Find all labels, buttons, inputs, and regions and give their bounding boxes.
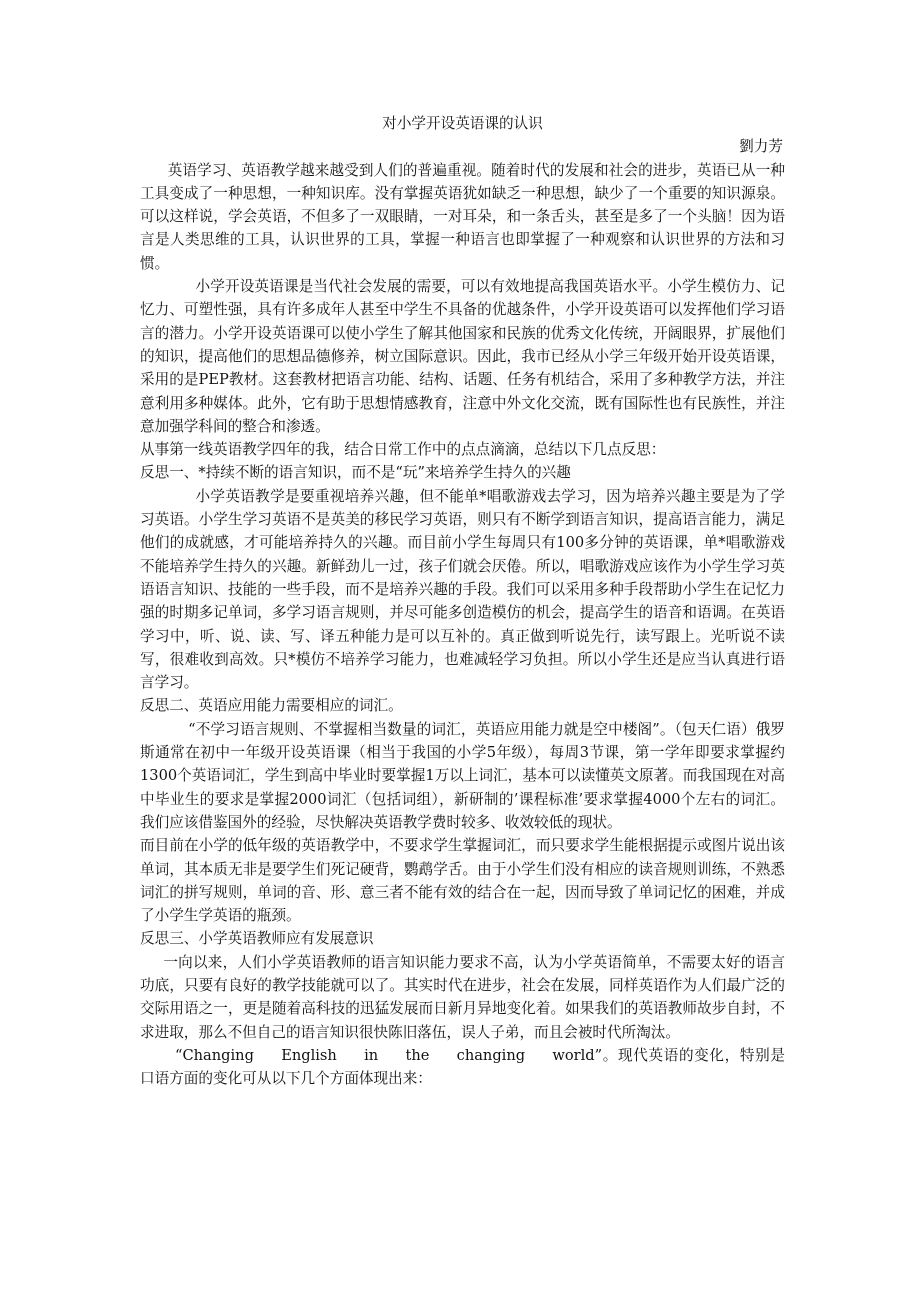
paragraph-changing-english: “Changing English in the changing world”。现代英语的变化，特别是口语方面的变化可从以下几个方面体现出来：: [140, 1046, 785, 1088]
paragraph-why-english: 小学开设英语课是当代社会发展的需要，可以有效地提高我国英语水平。小学生模仿力、记忆力、可塑性强，具有许多成年人甚至中学生不具备的优越条件，小学开设英语可以发挥他们学习语言的潜力。小学开设英语课可以使小学生了解其他国家和民族的优秀文化传统，开阔眼界，扩展他们的知识，提高他们的思想品德修养，树立国际意识。因此，我市已经从小学三年级开始开设英语课，采用的是PEP教材。这套教材把语言功能、结构、话题、任务有机结合，采用了多种教学方法，并注意利用多种媒体。此外，它有助于思想情感教育，注意中外文化交流，既有国际性也有民族性，并注意加强学科间的整合和渗透。: [140, 278, 785, 435]
paragraph-reflection-2-quote: “不学习语言规则、不掌握相当数量的词汇，英语应用能力就是空中楼阁”。（包天仁语）俄罗斯通常在初中一年级开设英语课（相当于我国的小学5年级），每周3节课，第一学年即要求掌握约1300个英语词汇，学生到高中毕业时要掌握1万以上词汇，基本可以读懂英文原著。而我国现在对高中毕业生的要求是掌握2000词汇（包括词组），新研制的’课程标准’要求掌握4000个左右的词汇。我们应该借鉴国外的经验，尽快解决英语教学费时较多、收效较低的现状。: [140, 720, 785, 831]
paragraph-reflection-2-body: 而目前在小学的低年级的英语教学中，不要求学生掌握词汇，而只要求学生能根据提示或图片说出该单词，其本质无非是要学生们死记硬背，鹦鹉学舌。由于小学生们没有相应的读音规则训练，不熟悉词汇的拼写规则，单词的音、形、意三者不能有效的结合在一起，因而导致了单词记忆的困难，并成了小学生学英语的瓶颈。: [140, 837, 785, 925]
paragraph-reflection-3: 一向以来，人们小学英语教师的语言知识能力要求不高，认为小学英语简单，不需要太好的语言功底，只要有良好的教学技能就可以了。其实时代在进步，社会在发展，同样英语作为人们最广泛的交际用语之一，更是随着高科技的迅猛发展而日新月异地变化着。如果我们的英语教师故步自封，不求进取，那么不但自己的语言知识很快陈旧落伍，误人子弟，而且会被时代所淘汰。: [140, 953, 785, 1041]
heading-reflection-3: 反思三、小学英语教师应有发展意识: [140, 930, 374, 948]
paragraph-intro: 英语学习、英语教学越来越受到人们的普遍重视。随着时代的发展和社会的进步，英语已从一种工具变成了一种思想，一种知识库。没有掌握英语犹如缺乏一种思想，缺少了一个重要的知识源泉。可以这样说，学会英语，不但多了一双眼睛，一对耳朵，和一条舌头，甚至是多了一个头脑！因为语言是人类思维的工具，认识世界的工具，掌握一种语言也即掌握了一种观察和认识世界的方法和习惯。: [140, 161, 785, 272]
paragraph-reflection-lead: 从事第一线英语教学四年的我，结合日常工作中的点点滴滴，总结以下几点反思：: [140, 441, 666, 459]
document-title: 对小学开设英语课的认识: [382, 115, 543, 132]
author-name: 劉力芳: [739, 138, 783, 156]
document-page: [140, 112, 785, 1090]
heading-reflection-2: 反思二、英语应用能力需要相应的词汇。: [140, 697, 403, 715]
heading-reflection-1: 反思一、*持续不断的语言知识，而不是“玩”来培养学生持久的兴趣: [140, 464, 571, 482]
paragraph-reflection-1: 小学英语教学是要重视培养兴趣，但不能单*唱歌游戏去学习，因为培养兴趣主要是为了学习英语。小学生学习英语不是英美的移民学习英语，则只有不断学到语言知识，提高语言能力，满足他们的成就感，才可能培养持久的兴趣。而目前小学生每周只有100多分钟的英语课，单*唱歌游戏不能培养学生持久的兴趣。新鲜劲儿一过，孩子们就会厌倦。所以，唱歌游戏应该作为小学生学习英语语言知识、技能的一些手段，而不是培养兴趣的手段。我们可以采用多种手段帮助小学生在记忆力强的时期多记单词，多学习语言规则，并尽可能多创造模仿的机会，提高学生的语音和语调。在英语学习中，听、说、读、写、译五种能力是可以互补的。真正做到听说先行，读写跟上。光听说不读写，很难收到高效。只*模仿不培养学习能力，也难减轻学习负担。所以小学生还是应当认真进行语言学习。: [140, 487, 785, 692]
